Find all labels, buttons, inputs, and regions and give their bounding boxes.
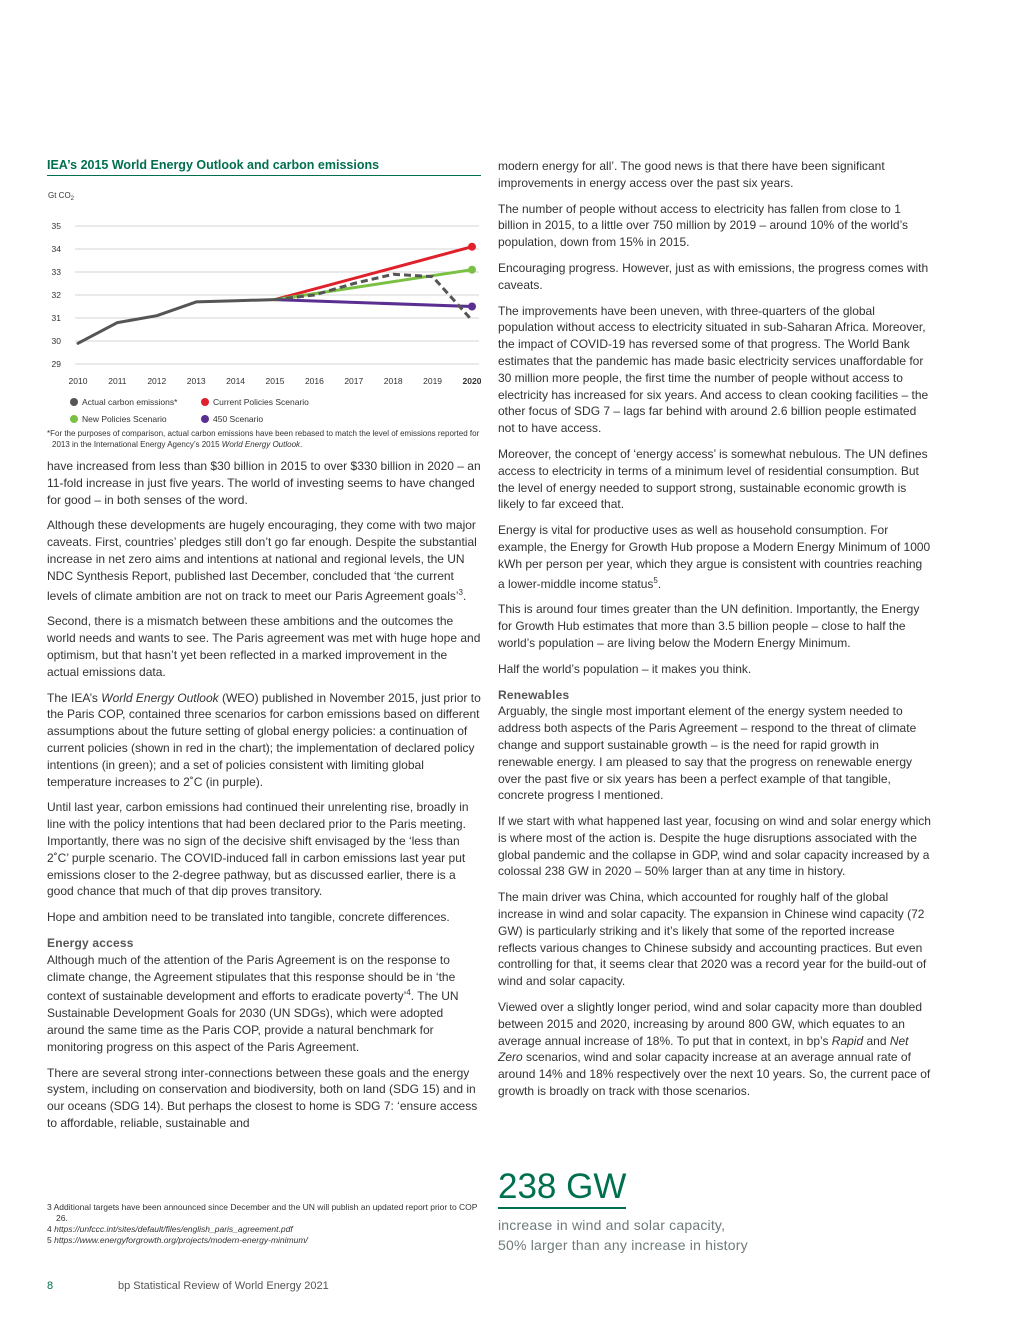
- emissions-chart: [47, 178, 481, 410]
- chart-grid: [75, 226, 479, 364]
- y-axis-label: [48, 191, 75, 202]
- chart-legend: [70, 397, 309, 407]
- series-line-actual-dashed: [275, 274, 472, 320]
- series-endpoint-new-policies: [468, 266, 476, 274]
- x-tick-label: 2020: [462, 376, 481, 386]
- y-tick-labels: [52, 221, 62, 369]
- section-heading-renewables: Renewables: [498, 687, 570, 702]
- paragraph: Moreover, the concept of ‘energy access’ is somewhat nebulous. The UN defines access to electricity in terms of a minimum level of residential consumption. But the level of energy needed to support strong, sustainable economic growth is likely to far exceed that.: [498, 446, 928, 512]
- footnote-5-link[interactable]: https://www.energyforgrowth.org/projects/modern-energy-minimum/: [54, 1235, 308, 1245]
- paragraph: Arguably, the single most important element of the energy system needed to address both aspects of the Paris Agreement – respond to the threat of climate change and support sustainable growth – is the need for rapid growth in renewable energy. I am pleased to say that the progress on renewable energy over the past five or six years has been a perfect example of that tangible, concrete progress I mentioned.: [498, 704, 917, 803]
- y-tick-label: 29: [51, 359, 61, 369]
- series-endpoint-current-policies: [468, 243, 476, 251]
- x-tick-label: 2013: [186, 376, 206, 386]
- chart-footnote-text: *For the purposes of comparison, actual carbon emissions have been rebased to match the level of emissions reported for 2013 in the International Energy Agency’s 2015: [47, 429, 480, 449]
- footnotes: [47, 1202, 483, 1246]
- footnote-ref: 3: [458, 587, 463, 597]
- chart-footnote-end: .: [300, 440, 303, 449]
- highlight-caption-line-1: increase in wind and solar capacity,: [498, 1217, 726, 1233]
- y-tick-label: 35: [51, 221, 61, 231]
- legend-marker-450: [201, 415, 209, 423]
- paragraph: The main driver was China, which accounted for roughly half of the global increase in wind and solar capacity. The expansion in Chinese wind capacity (72 GW) is particularly striking and it’s likely that some of the reported increase reflects various changes to Chinese subsidy and accounting practices. But even controlling for that, it seems clear that 2020 was a record year for the build-out of wind and solar capacity.: [498, 890, 927, 989]
- paragraph: The number of people without access to electricity has fallen from close to 1 billion in 2015, to a little over 750 million by 2019 – around 10% of the world’s population, down from 15% in 2015.: [498, 201, 909, 250]
- y-axis-label-subscript: 2: [70, 196, 75, 202]
- footnote-4: 4 https://unfccc.int/sites/default/files/english_paris_agreement.pdf: [47, 1224, 293, 1234]
- highlight-caption-line-2: 50% larger than any increase in history: [498, 1237, 748, 1253]
- paragraph: Hope and ambition need to be translated into tangible, concrete differences.: [47, 910, 450, 925]
- x-tick-label: 2019: [423, 376, 443, 386]
- paragraph: This is around four times greater than the UN definition. Importantly, the Energy for Growth Hub estimates that more than 3.5 billion people – close to half the world’s population – are living below the Modern Energy Minimum.: [498, 602, 920, 650]
- x-tick-label: 2014: [226, 376, 246, 386]
- chart-title: IEA’s 2015 World Energy Outlook and carbon emissions: [47, 158, 481, 176]
- x-tick-label: 2015: [265, 376, 285, 386]
- x-tick-label: 2012: [147, 376, 167, 386]
- chart-series: [78, 243, 476, 344]
- paragraph: Until last year, carbon emissions had continued their unrelenting rise, broadly in line with the policy intentions that had been declared prior to the Paris meeting. Importantly, there was no sign of the decisive shift envisaged by the ‘less than 2˚C’ purple scenario. The COVID-induced fall in carbon emissions last year put emissions closer to the 2-degree pathway, but as discussed earlier, there is a good chance that much of that dip proves transitory.: [47, 800, 469, 899]
- paragraph: The IEA’s World Energy Outlook (WEO) published in November 2015, just prior to the Paris COP, contained three scenarios for carbon emissions based on different assumptions about the future setting of global energy policies: a continuation of current policies (shown in red in the chart); the implementation of declared policy intentions (in green); and a set of policies consistent with limiting global temperature increases to 2˚C (in purple).: [47, 690, 481, 789]
- paragraph: Although these developments are hugely encouraging, they come with two major caveats. First, countries’ pledges still don’t go far enough. Despite the substantial increase in net zero aims and intentions at national and regional levels, the UN NDC Synthesis Report, published last December, concluded that ‘the current levels of climate ambition are not on track to meet our Paris Agreement goals’$^3$.: [47, 518, 477, 603]
- y-tick-label: 30: [51, 336, 61, 346]
- footnote-ref: 4: [406, 988, 411, 998]
- legend-label-450: 450 Scenario: [213, 414, 264, 424]
- paragraph: Viewed over a slightly longer period, wind and solar capacity more than doubled between 2015 and 2020, increasing by around 800 GW, which equates to an average annual increase of 18%. To put that in context, in bp’s Rapid and Net Zero scenarios, wind and solar capacity increase at an average annual rate of around 14% and 18% respectively over the next 10 years. So, the current pace of growth is broadly on track with those scenarios.: [498, 1000, 931, 1099]
- y-tick-label: 31: [51, 313, 61, 323]
- paragraph: Encouraging progress. However, just as with emissions, the progress comes with caveats.: [498, 260, 929, 292]
- paragraph: There are several strong inter-connections between these goals and the energy system, including on conservation and biodiversity, both on land (SDG 15) and in our oceans (SDG 14). But perhaps the closest to home is SDG 7: ‘ensure access to affordable, reliable, sustainable and: [47, 1065, 478, 1130]
- series-line-450-scenario: [275, 300, 472, 307]
- y-tick-label: 33: [51, 267, 61, 277]
- right-column: [498, 158, 932, 1109]
- left-column: [47, 458, 481, 1141]
- paragraph: Although much of the attention of the Paris Agreement is on the response to climate change, the Agreement stipulates that this response should be in ‘the context of sustainable development and efforts to eradicate poverty’$^4$. The UN Sustainable Development Goals for 2030 (UN SDGs), which were adopted around the same time as the Paris COP, provide a natural benchmark for monitoring progress on this aspect of the Paris Agreement.: [47, 952, 459, 1054]
- paragraph: If we start with what happened last year, focusing on wind and solar energy which is where most of the action is. Despite the huge disruptions associated with the global pandemic and the collapse in GDP, wind and solar capacity increased by a colossal 238 GW in 2020 – 50% larger than at any time in history.: [498, 814, 931, 879]
- x-tick-label: 2018: [383, 376, 403, 386]
- x-tick-label: 2016: [304, 376, 324, 386]
- legend-marker-actual: [70, 398, 78, 406]
- series-endpoint-450-scenario: [468, 303, 476, 311]
- legend-label-current: Current Policies Scenario: [213, 397, 309, 407]
- x-tick-label: 2017: [344, 376, 364, 386]
- y-tick-label: 32: [51, 290, 61, 300]
- footnote-5: 5 https://www.energyforgrowth.org/projects/modern-energy-minimum/: [47, 1235, 308, 1245]
- chart-legend-row-2: [47, 412, 481, 426]
- chart-footnote: [47, 428, 481, 450]
- legend-marker-current: [201, 398, 209, 406]
- publication-title: bp Statistical Review of World Energy 2021: [118, 1280, 329, 1292]
- paragraph: modern energy for all’. The good news is that there have been significant improvements in energy access over the past six years.: [498, 159, 885, 190]
- highlight-caption: [498, 1215, 798, 1255]
- highlight-stat: [498, 1167, 798, 1255]
- paragraph: The improvements have been uneven, with three-quarters of the global population without access to electricity situated in sub-Saharan Africa. Moreover, the impact of COVID-19 has reversed some of that progress. The World Bank estimates that the pandemic has made basic electricity services unaffordable for 30 million more people, the first time the number of people without access to electricity has increased for six years. And access to clean cooking facilities – the other focus of SDG 7 – lags far behind with around 2.6 billion people estimated not to have access.: [498, 303, 929, 436]
- y-axis-label-main: Gt CO: [48, 191, 71, 200]
- legend-label-new-policies: New Policies Scenario: [82, 414, 167, 424]
- chart-footnote-italic: World Energy Outlook: [221, 440, 301, 449]
- x-tick-label: 2011: [108, 376, 127, 386]
- footnote-ref: 5: [653, 575, 658, 585]
- y-tick-label: 34: [51, 244, 61, 254]
- x-tick-labels: [69, 376, 481, 386]
- legend-label-actual: Actual carbon emissions*: [82, 397, 178, 407]
- section-heading-energy-access: Energy access: [47, 935, 134, 950]
- paragraph: Half the world’s population – it makes you think.: [498, 661, 752, 676]
- footnote-3: 3 Additional targets have been announced since December and the UN will publish an updated report prior to COP 26.: [47, 1202, 478, 1223]
- x-tick-label: 2010: [68, 376, 88, 386]
- legend-marker-new-policies: [70, 415, 78, 423]
- chart-block: [47, 158, 481, 450]
- paragraph: Second, there is a mismatch between these ambitions and the outcomes the world needs and wants to see. The Paris agreement was met with huge hope and optimism, but that hasn’t yet been reflected in a marked improvement in the actual emissions data.: [47, 614, 481, 679]
- series-line-actual: [78, 300, 275, 344]
- page-number: 8: [47, 1280, 54, 1292]
- highlight-value: 238 GW: [498, 1167, 626, 1209]
- footnote-4-link[interactable]: https://unfccc.int/sites/default/files/english_paris_agreement.pdf: [54, 1224, 293, 1234]
- paragraph: have increased from less than $30 billion in 2015 to over $330 billion in 2020 – an 11-fold increase in just five years. The world of investing seems to have changed for good – in both senses of the word.: [47, 459, 481, 507]
- paragraph: Energy is vital for productive uses as well as household consumption. For example, the Energy for Growth Hub propose a Modern Energy Minimum of 1000 kWh per person per year, which they argue is consistent with countries reaching a lower-middle income status$^5$.: [498, 523, 931, 591]
